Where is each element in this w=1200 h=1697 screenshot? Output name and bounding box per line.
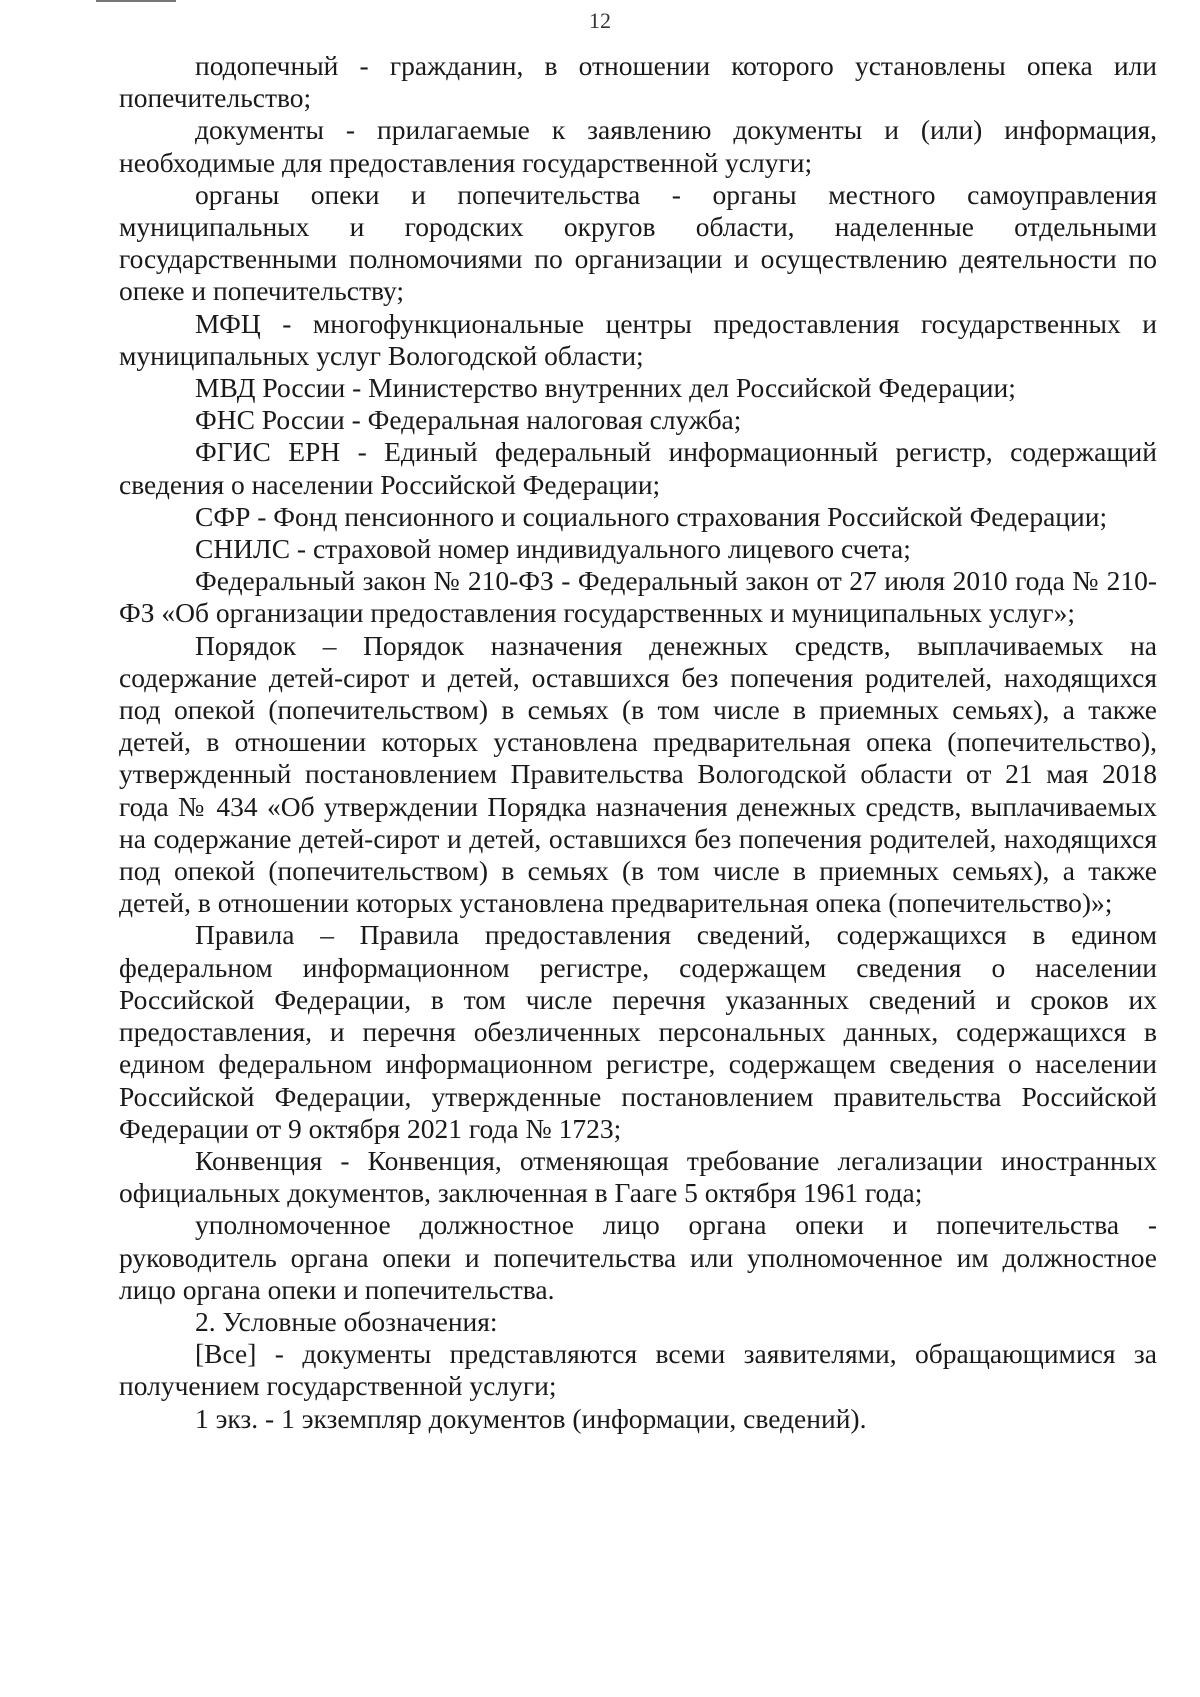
definition-pravila: Правила – Правила предоставления сведений, содержащихся в едином федеральном информационном регистре, содержащем сведения о населении Российской Федерации, в том числе перечня указанных сведений и сроков их предоставления, и перечня обезличенных персональных данных, содержащихся в едином федеральном информационном регистре, содержащем сведения о населении Российской Федерации, утвержденные постановлением правительства Российской Федерации от 9 октября 2021 года № 1723; (119, 919, 1157, 1144)
definition-dokumenty: документы - прилагаемые к заявлению документы и (или) информация, необходимые для предоставления государственной услуги; (119, 114, 1157, 178)
definition-official: уполномоченное должностное лицо органа опеки и попечительства - руководитель органа опеки и попечительства или уполномоченное им должностное лицо органа опеки и попечительства. (119, 1209, 1157, 1305)
definition-fgis-ern: ФГИС ЕРН - Единый федеральный информационный регистр, содержащий сведения о населении Российской Федерации; (119, 436, 1157, 500)
definition-konvenciya: Конвенция - Конвенция, отменяющая требование легализации иностранных официальных документов, заключенная в Гааге 5 октября 1961 года; (119, 1144, 1157, 1209)
section-heading-legend: 2. Условные обозначения: (195, 1305, 498, 1337)
definition-sfr: СФР - Фонд пенсионного и социального страхования Российской Федерации; (195, 500, 1108, 532)
definition-federal-law: Федеральный закон № 210-ФЗ - Федеральный закон от 27 июля 2010 года № 210-ФЗ «Об организации предоставления государственных и муниципальных услуг»; (119, 565, 1157, 629)
scan-corner-mark (96, 0, 176, 4)
definition-snils: СНИЛС - страховой номер индивидуального лицевого счета; (195, 533, 911, 565)
definition-podopechny: подопечный - гражданин, в отношении которого установлены опека или попечительство; (119, 50, 1157, 114)
page-number: 12 (589, 8, 611, 33)
definition-poryadok: Порядок – Порядок назначения денежных средств, выплачиваемых на содержание детей-сирот и детей, оставшихся без попечения родителей, находящихся под опекой (попечительством) в семьях (в том числе в приемных семьях), а также детей, в отношении которых установлена предварительная опека (попечительство), утвержденный постановлением Правительства Вологодской области от 21 мая 2018 года № 434 «Об утверждении Порядка назначения денежных средств, выплачиваемых на содержание детей-сирот и детей, оставшихся без попечения родителей, находящихся под опекой (попечительством) в семьях (в том числе в приемных семьях), а также детей, в отношении которых установлена предварительная опека (попечительство)»; (119, 629, 1157, 919)
legend-all: [Все] - документы представляются всеми заявителями, обращающимися за получением государственной услуги; (119, 1338, 1157, 1402)
definition-organy-opeki: органы опеки и попечительства - органы местного самоуправления муниципальных и городских округов области, наделенные отдельными государственными полномочиями по организации и осуществлению деятельности по опеке и попечительству; (119, 178, 1157, 307)
definition-fns: ФНС России - Федеральная налоговая служба; (195, 404, 742, 436)
definition-mvd: МВД России - Министерство внутренних дел Российской Федерации; (195, 372, 1016, 404)
document-body (119, 50, 1157, 1435)
definition-mfc: МФЦ - многофункциональные центры предоставления государственных и муниципальных услуг Вологодской области; (119, 307, 1157, 371)
legend-copy: 1 экз. - 1 экземпляр документов (информации, сведений). (195, 1402, 867, 1434)
